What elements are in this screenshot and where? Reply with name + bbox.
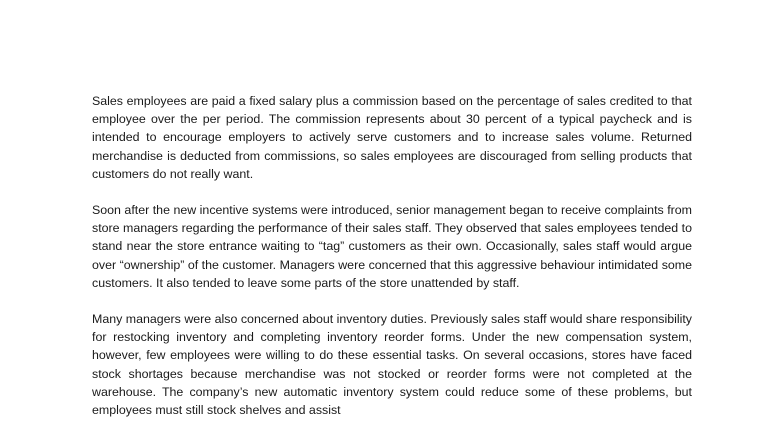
paragraph-inventory-duties: Many managers were also concerned about inventory duties. Previously sales staff would share responsibility for restocking inventory and completing inventory reorder forms. Under the new compensation system, however, few employees were willing to do these essential tasks. On several occasions, stores have faced stock shortages because merchandise was not stocked or reorder forms were not completed at the warehouse. The company’s new automatic inventory system could reduce some of these problems, but employees must still stock shelves and assist — [92, 312, 692, 418]
document-body — [92, 92, 692, 437]
paragraph-commission: Sales employees are paid a fixed salary plus a commission based on the percentage of sales credited to that employee over the per period. The commission represents about 30 percent of a typical paycheck and is intended to encourage employers to actively serve customers and to increase sales volume. Returned merchandise is deducted from commissions, so sales employees are discouraged from selling products that customers do not really want. — [92, 94, 692, 181]
paragraph-incentive-complaints: Soon after the new incentive systems were introduced, senior management began to receive complaints from store managers regarding the performance of their sales staff. They observed that sales employees tended to stand near the store entrance waiting to “tag” customers as their own. Occasionally, sales staff would argue over “ownership” of the customer. Managers were concerned that this aggressive behaviour intimidated some customers. It also tended to leave some parts of the store unattended by staff. — [92, 203, 692, 290]
